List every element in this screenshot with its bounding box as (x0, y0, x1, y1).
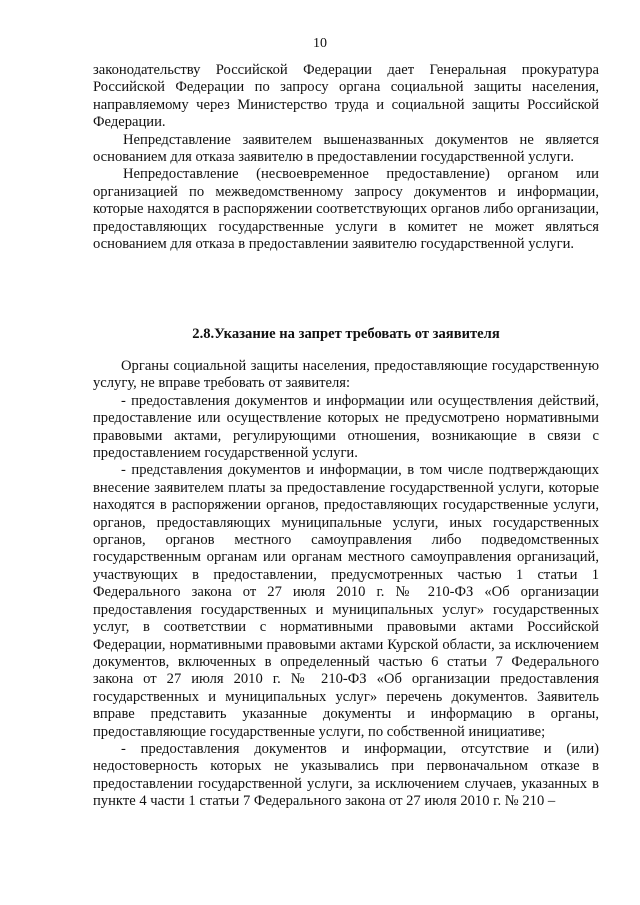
page-number: 10 (313, 36, 327, 51)
section-intro: Органы социальной защиты населения, предоставляющие государственную услугу, не вправе требовать от заявителя: (93, 358, 599, 392)
paragraph-non-provision: Непредоставление (несвоевременное предоставление) органом или организацией по межведомственному запросу документов и информации, которые находятся в распоряжении соответствующих органов либо организации, предоставляющих государственные услуги в комитет не может являться основанием для отказа в предоставлении заявителю государственной услуги. (93, 166, 599, 253)
section-body (93, 358, 599, 811)
paragraph-non-submission: Непредставление заявителем вышеназванных документов не является основанием для отказа заявителю в предоставлении государственной услуги. (93, 131, 599, 166)
section-heading: 2.8.Указание на запрет требовать от заявителя (192, 326, 500, 342)
list-item-regulatory-actions: - предоставления документов и информации или осуществления действий, предоставление или осуществление которых не предусмотрено нормативными правовыми актами, регулирующими отношения, возникающие в связи с предоставлением государственной услуги. (93, 392, 599, 462)
list-item-unreported-documents: - предоставления документов и информации, отсутствие и (или) недостоверность которых не указывались при первоначальном отказе в предоставлении государственной услуги, за исключением случаев, указанных в пункте 4 части 1 статьи 7 Федерального закона от 27 июля 2010 г. № 210 – (93, 740, 599, 810)
list-item-documents-in-possession: - представления документов и информации, в том числе подтверждающих внесение заявителем платы за предоставление государственной услуги, которые находятся в распоряжении органов, предоставляющих государственные услуги, органов, предоставляющих муниципальные услуги, иных государственных органов, органов местного самоуправления либо подведомственных государственным органам или органам местного самоуправления организаций, участвующих в предоставлении, предусмотренных частью 1 статьи 1 Федерального закона от 27 июля 2010 г. № 210-ФЗ «Об организации предоставления государственных и муниципальных услуг» государственных услуг, в соответствии с нормативными правовыми актами Российской Федерации, нормативными правовыми актами Курской области, за исключением документов, включенных в определенный частью 6 статьи 7 Федерального закона от 27 июля 2010 г. № 210-ФЗ «Об организации предоставления государственных и муниципальных услуг» перечень документов. Заявитель вправе представить указанные документы и информацию в органы, предоставляющие государственные услуги, по собственной инициативе; (93, 462, 599, 740)
continuation-text-block (93, 62, 599, 253)
paragraph-prosecutor-clause: законодательству Российской Федерации дает Генеральная прокуратура Российской Федерации по запросу органа социальной защиты населения, направляемому через Министерство труда и социальной защиты Российской Федерации. (93, 62, 599, 131)
